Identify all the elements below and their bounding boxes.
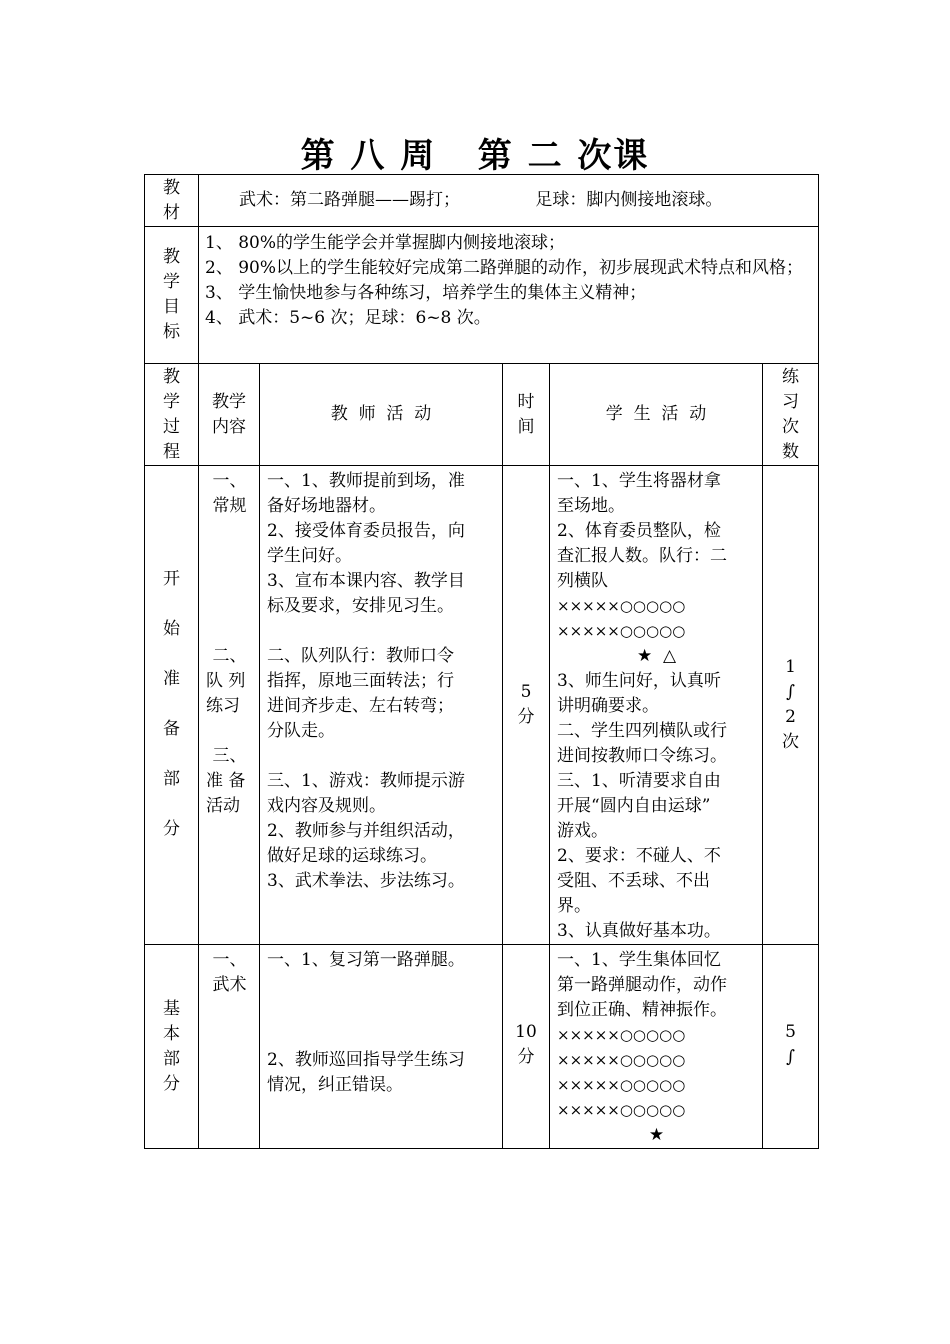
section-start-content <box>199 466 260 945</box>
goals-label-line: 学 <box>163 272 180 292</box>
header-process-line: 学 <box>163 391 180 412</box>
student-line: 3、师生问好，认真听 <box>557 671 721 691</box>
section-start-label-line: 备 <box>163 719 180 739</box>
time-line: 分 <box>517 1047 535 1067</box>
materials-football: 足球：脚内侧接地滚球。 <box>535 190 723 210</box>
formation-line: ×××××○○○○○ <box>557 622 686 640</box>
header-time-line: 间 <box>517 416 535 437</box>
goals-label-line: 目 <box>163 297 180 317</box>
count-line: 次 <box>782 732 800 752</box>
student-line: 开展“圆内自由运球” <box>557 796 711 816</box>
teacher-line: 二、队列队行：教师口令 <box>267 646 454 666</box>
section-start-teacher <box>260 466 503 945</box>
section-start-time <box>503 466 550 945</box>
content-line: 武术 <box>212 975 247 995</box>
section-start-row <box>145 466 819 945</box>
count-line: 1 <box>785 657 796 677</box>
section-basic-content <box>199 945 260 1149</box>
formation-line: ×××××○○○○○ <box>557 1026 686 1044</box>
header-teacher: 教 师 活 动 <box>260 364 503 466</box>
student-line: 游戏。 <box>557 821 608 841</box>
count-line: 2 <box>785 707 796 727</box>
time-line: 10 <box>515 1022 537 1042</box>
section-basic-label-line: 部 <box>163 1048 180 1069</box>
section-start-count <box>763 466 819 945</box>
section-start-label-line: 始 <box>163 619 180 639</box>
count-line: 5 <box>785 1022 796 1042</box>
materials-wushu: 武术：第二路弹腿——踢打； <box>239 190 460 210</box>
goals-label-line: 标 <box>163 322 180 342</box>
header-time <box>503 364 550 466</box>
teacher-line: 一、1、教师提前到场，准 <box>267 471 465 491</box>
header-count-line: 数 <box>782 441 800 462</box>
student-line: 列横队 <box>557 571 608 591</box>
section-basic-student <box>550 945 763 1149</box>
student-line: 一、1、学生集体回忆 <box>557 950 721 970</box>
materials-label-line: 材 <box>163 203 180 223</box>
teacher-marker-line: ★ △ <box>636 646 677 666</box>
teacher-line: 指挥，原地三面转法；行 <box>267 671 454 691</box>
content-line: 队 列 <box>206 671 246 691</box>
student-line: 进间按教师口令练习。 <box>557 746 727 766</box>
header-time-line: 时 <box>517 391 535 412</box>
content-line: 常规 <box>212 496 247 516</box>
teacher-line: 戏内容及规则。 <box>267 796 386 816</box>
blank-line <box>206 519 253 544</box>
materials-label <box>145 175 199 227</box>
formation-line: ×××××○○○○○ <box>557 597 686 615</box>
blank-line <box>267 973 496 998</box>
student-line: 至场地。 <box>557 496 625 516</box>
blank-line <box>206 569 253 594</box>
section-start-label-line: 开 <box>163 569 180 589</box>
section-basic-teacher <box>260 945 503 1149</box>
header-student: 学 生 活 动 <box>550 364 763 466</box>
blank-line <box>206 619 253 644</box>
goals-label <box>145 227 199 364</box>
teacher-line: 备好场地器材。 <box>267 496 386 516</box>
goal-item: 1、 80%的学生能学会并掌握脚内侧接地滚球； <box>205 233 566 253</box>
header-process-line: 过 <box>163 416 180 437</box>
section-basic-label <box>145 945 199 1149</box>
section-start-label <box>145 466 199 945</box>
student-line: 查汇报人数。队行：二 <box>557 546 727 566</box>
section-start-label-line: 部 <box>163 769 180 789</box>
goals-row <box>145 227 819 364</box>
goals-content <box>199 227 819 364</box>
header-count-line: 习 <box>782 391 800 412</box>
teacher-line: 学生问好。 <box>267 546 352 566</box>
student-line: 第一路弹腿动作，动作 <box>557 975 727 995</box>
header-process-line: 教 <box>163 366 180 387</box>
content-line: 一、 <box>212 950 247 970</box>
teacher-line: 2、教师巡回指导学生练习 <box>267 1050 465 1070</box>
count-line: ∫ <box>786 682 795 702</box>
section-start-label-line: 准 <box>163 669 180 689</box>
teacher-line: 3、宣布本课内容、教学目 <box>267 571 465 591</box>
section-start-label-line: 分 <box>163 819 180 839</box>
blank-line <box>206 719 253 744</box>
section-basic-row <box>145 945 819 1149</box>
content-line: 练习 <box>206 696 240 716</box>
header-process <box>145 364 199 466</box>
teacher-line: 做好足球的运球练习。 <box>267 846 437 866</box>
student-line: 2、要求：不碰人、不 <box>557 846 721 866</box>
page-title: 第 八 周 第 二 次课 <box>300 136 650 176</box>
blank-line <box>206 594 253 619</box>
header-count-line: 次 <box>782 416 800 437</box>
teacher-line: 2、接受体育委员报告，向 <box>267 521 465 541</box>
student-line: 二、学生四列横队或行 <box>557 721 727 741</box>
blank-line <box>267 619 496 644</box>
content-line: 活动 <box>206 796 240 816</box>
header-content-line: 教学 <box>212 391 246 412</box>
student-line: 讲明确要求。 <box>557 696 659 716</box>
header-row <box>145 364 819 466</box>
header-process-line: 程 <box>163 441 180 462</box>
formation-line: ×××××○○○○○ <box>557 1076 686 1094</box>
time-line: 5 <box>520 682 532 702</box>
content-line: 三、 <box>212 746 247 766</box>
section-basic-time <box>503 945 550 1149</box>
goal-item: 2、 90%以上的学生能较好完成第二路弹腿的动作，初步展现武术特点和风格； <box>205 258 804 278</box>
goal-item: 4、 武术：5~6 次；足球：6~8 次。 <box>205 308 491 328</box>
section-start-student <box>550 466 763 945</box>
count-line: ∫ <box>786 1047 795 1067</box>
teacher-line: 三、1、游戏：教师提示游 <box>267 771 465 791</box>
blank-line <box>267 744 496 769</box>
student-line: 受阻、不丢球、不出 <box>557 871 710 891</box>
student-line: 三、1、听清要求自由 <box>557 771 721 791</box>
header-count-line: 练 <box>782 366 800 387</box>
section-basic-label-line: 分 <box>163 1073 180 1094</box>
blank-line <box>206 544 253 569</box>
blank-line <box>267 998 496 1023</box>
teacher-marker-line: ★ <box>648 1125 665 1145</box>
materials-label-line: 教 <box>163 178 180 198</box>
student-line: 到位正确、精神振作。 <box>557 1000 727 1020</box>
goals-label-line: 教 <box>163 247 180 267</box>
blank-line <box>267 1023 496 1048</box>
content-line: 一、 <box>212 471 247 491</box>
section-basic-label-line: 基 <box>163 998 180 1019</box>
header-content-line: 内容 <box>212 416 246 437</box>
student-line: 2、体育委员整队，检 <box>557 521 721 541</box>
content-line: 准 备 <box>206 771 246 791</box>
section-basic-label-line: 本 <box>163 1023 180 1044</box>
student-line: 3、认真做好基本功。 <box>557 921 721 941</box>
header-count <box>763 364 819 466</box>
materials-content <box>199 175 819 227</box>
time-line: 分 <box>517 707 535 727</box>
section-basic-count <box>763 945 819 1149</box>
lesson-plan-table <box>144 174 819 1149</box>
teacher-line: 3、武术拳法、步法练习。 <box>267 871 465 891</box>
materials-row <box>145 175 819 227</box>
student-line: 一、1、学生将器材拿 <box>557 471 721 491</box>
teacher-line: 标及要求，安排见习生。 <box>267 596 454 616</box>
teacher-line: 情况，纠正错误。 <box>267 1075 403 1095</box>
teacher-line: 进间齐步走、左右转弯； <box>267 696 454 716</box>
header-content <box>199 364 260 466</box>
goal-item: 3、 学生愉快地参与各种练习，培养学生的集体主义精神； <box>205 283 647 303</box>
student-line: 界。 <box>557 896 591 916</box>
formation-line: ×××××○○○○○ <box>557 1101 686 1119</box>
formation-line: ×××××○○○○○ <box>557 1051 686 1069</box>
teacher-line: 一、1、复习第一路弹腿。 <box>267 950 465 970</box>
teacher-line: 2、教师参与并组织活动， <box>267 821 465 841</box>
teacher-line: 分队走。 <box>267 721 335 741</box>
content-line: 二、 <box>212 646 247 666</box>
